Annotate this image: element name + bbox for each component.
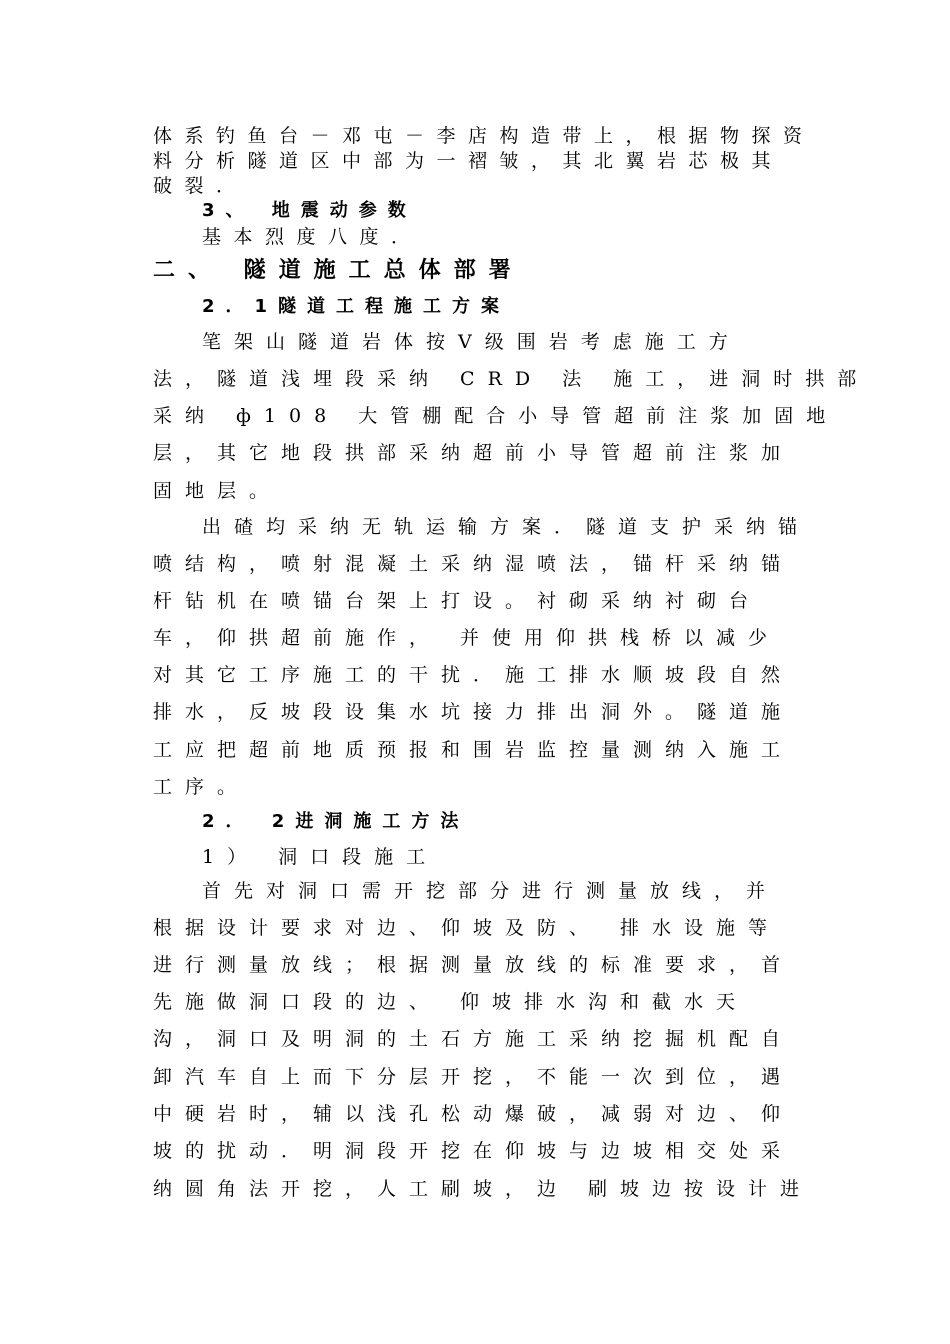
paragraph-line: 工应把超前地质预报和围岩监控量测纳入施工 bbox=[153, 739, 794, 761]
paragraph-line: 工序。 bbox=[153, 776, 250, 798]
paragraph-line: 采纳 ф108 大管棚配合小导管超前注浆加固地 bbox=[153, 405, 839, 427]
paragraph-line: 法，隧道浅埋段采纳 CRD 法 施工，进洞时拱部 bbox=[153, 368, 870, 390]
paragraph-line: 先施做洞口段的边、 仰坡排水沟和截水天 bbox=[153, 991, 749, 1013]
paragraph-line: 排水，反坡段设集水坑接力排出洞外。隧道施 bbox=[153, 701, 794, 723]
paragraph-line: 首先对洞口需开挖部分进行测量放线，并 bbox=[202, 880, 779, 902]
subsection-heading: 3、 地震动参数 bbox=[202, 200, 417, 221]
paragraph-line: 纳圆角法开挖，人工刷坡，边 刷坡边按设计进 bbox=[153, 1178, 813, 1200]
paragraph-line: 杆钻机在喷锚台架上打设。衬砌采纳衬砌台 bbox=[153, 590, 762, 612]
item-heading: 1） 洞口段施工 bbox=[202, 846, 439, 868]
paragraph-line: 沟，洞口及明洞的土石方施工采纳挖掘机配自 bbox=[153, 1028, 794, 1050]
subsection-heading: 2． 2进洞施工方法 bbox=[202, 811, 470, 832]
subsection-heading: 2．1隧道工程施工方案 bbox=[202, 296, 511, 317]
body-line: 破裂． bbox=[153, 175, 248, 197]
paragraph-line: 坡的扰动．明洞段开挖在仰坡与边坡相交处采 bbox=[153, 1140, 794, 1162]
paragraph-line: 层，其它地段拱部采纳超前小导管超前注浆加 bbox=[153, 442, 794, 464]
paragraph-line: 对其它工序施工的干扰．施工排水顺坡段自然 bbox=[153, 664, 794, 686]
paragraph-line: 固地层。 bbox=[153, 480, 282, 502]
body-line: 基本烈度八度． bbox=[202, 226, 423, 248]
paragraph-line: 根据设计要求对边、仰坡及防、 排水设施等 bbox=[153, 917, 781, 939]
paragraph-line: 出碴均采纳无轨运输方案．隧道支护采纳锚 bbox=[202, 516, 811, 538]
paragraph-line: 卸汽车自上而下分层开挖，不能一次到位，遇 bbox=[153, 1066, 794, 1088]
paragraph-line: 喷结构，喷射混凝土采纳湿喷法，锚杆采纳锚 bbox=[153, 553, 794, 575]
paragraph-line: 中硬岩时，辅以浅孔松动爆破，减弱对边、仰 bbox=[153, 1103, 794, 1125]
paragraph-line: 进行测量放线；根据测量放线的标准要求，首 bbox=[153, 954, 794, 976]
body-line: 料分析隧道区中部为一褶皱，其北翼岩芯极其 bbox=[153, 150, 784, 172]
paragraph-line: 笔架山隧道岩体按Ⅴ级围岩考虑施工方 bbox=[202, 331, 741, 353]
section-heading: 二、 隧道施工总体部署 bbox=[153, 258, 524, 283]
body-line: 体系钓鱼台－邓屯－李店构造带上，根据物探资 bbox=[153, 125, 815, 147]
paragraph-line: 车，仰拱超前施作， 并使用仰拱栈桥以减少 bbox=[153, 627, 781, 649]
